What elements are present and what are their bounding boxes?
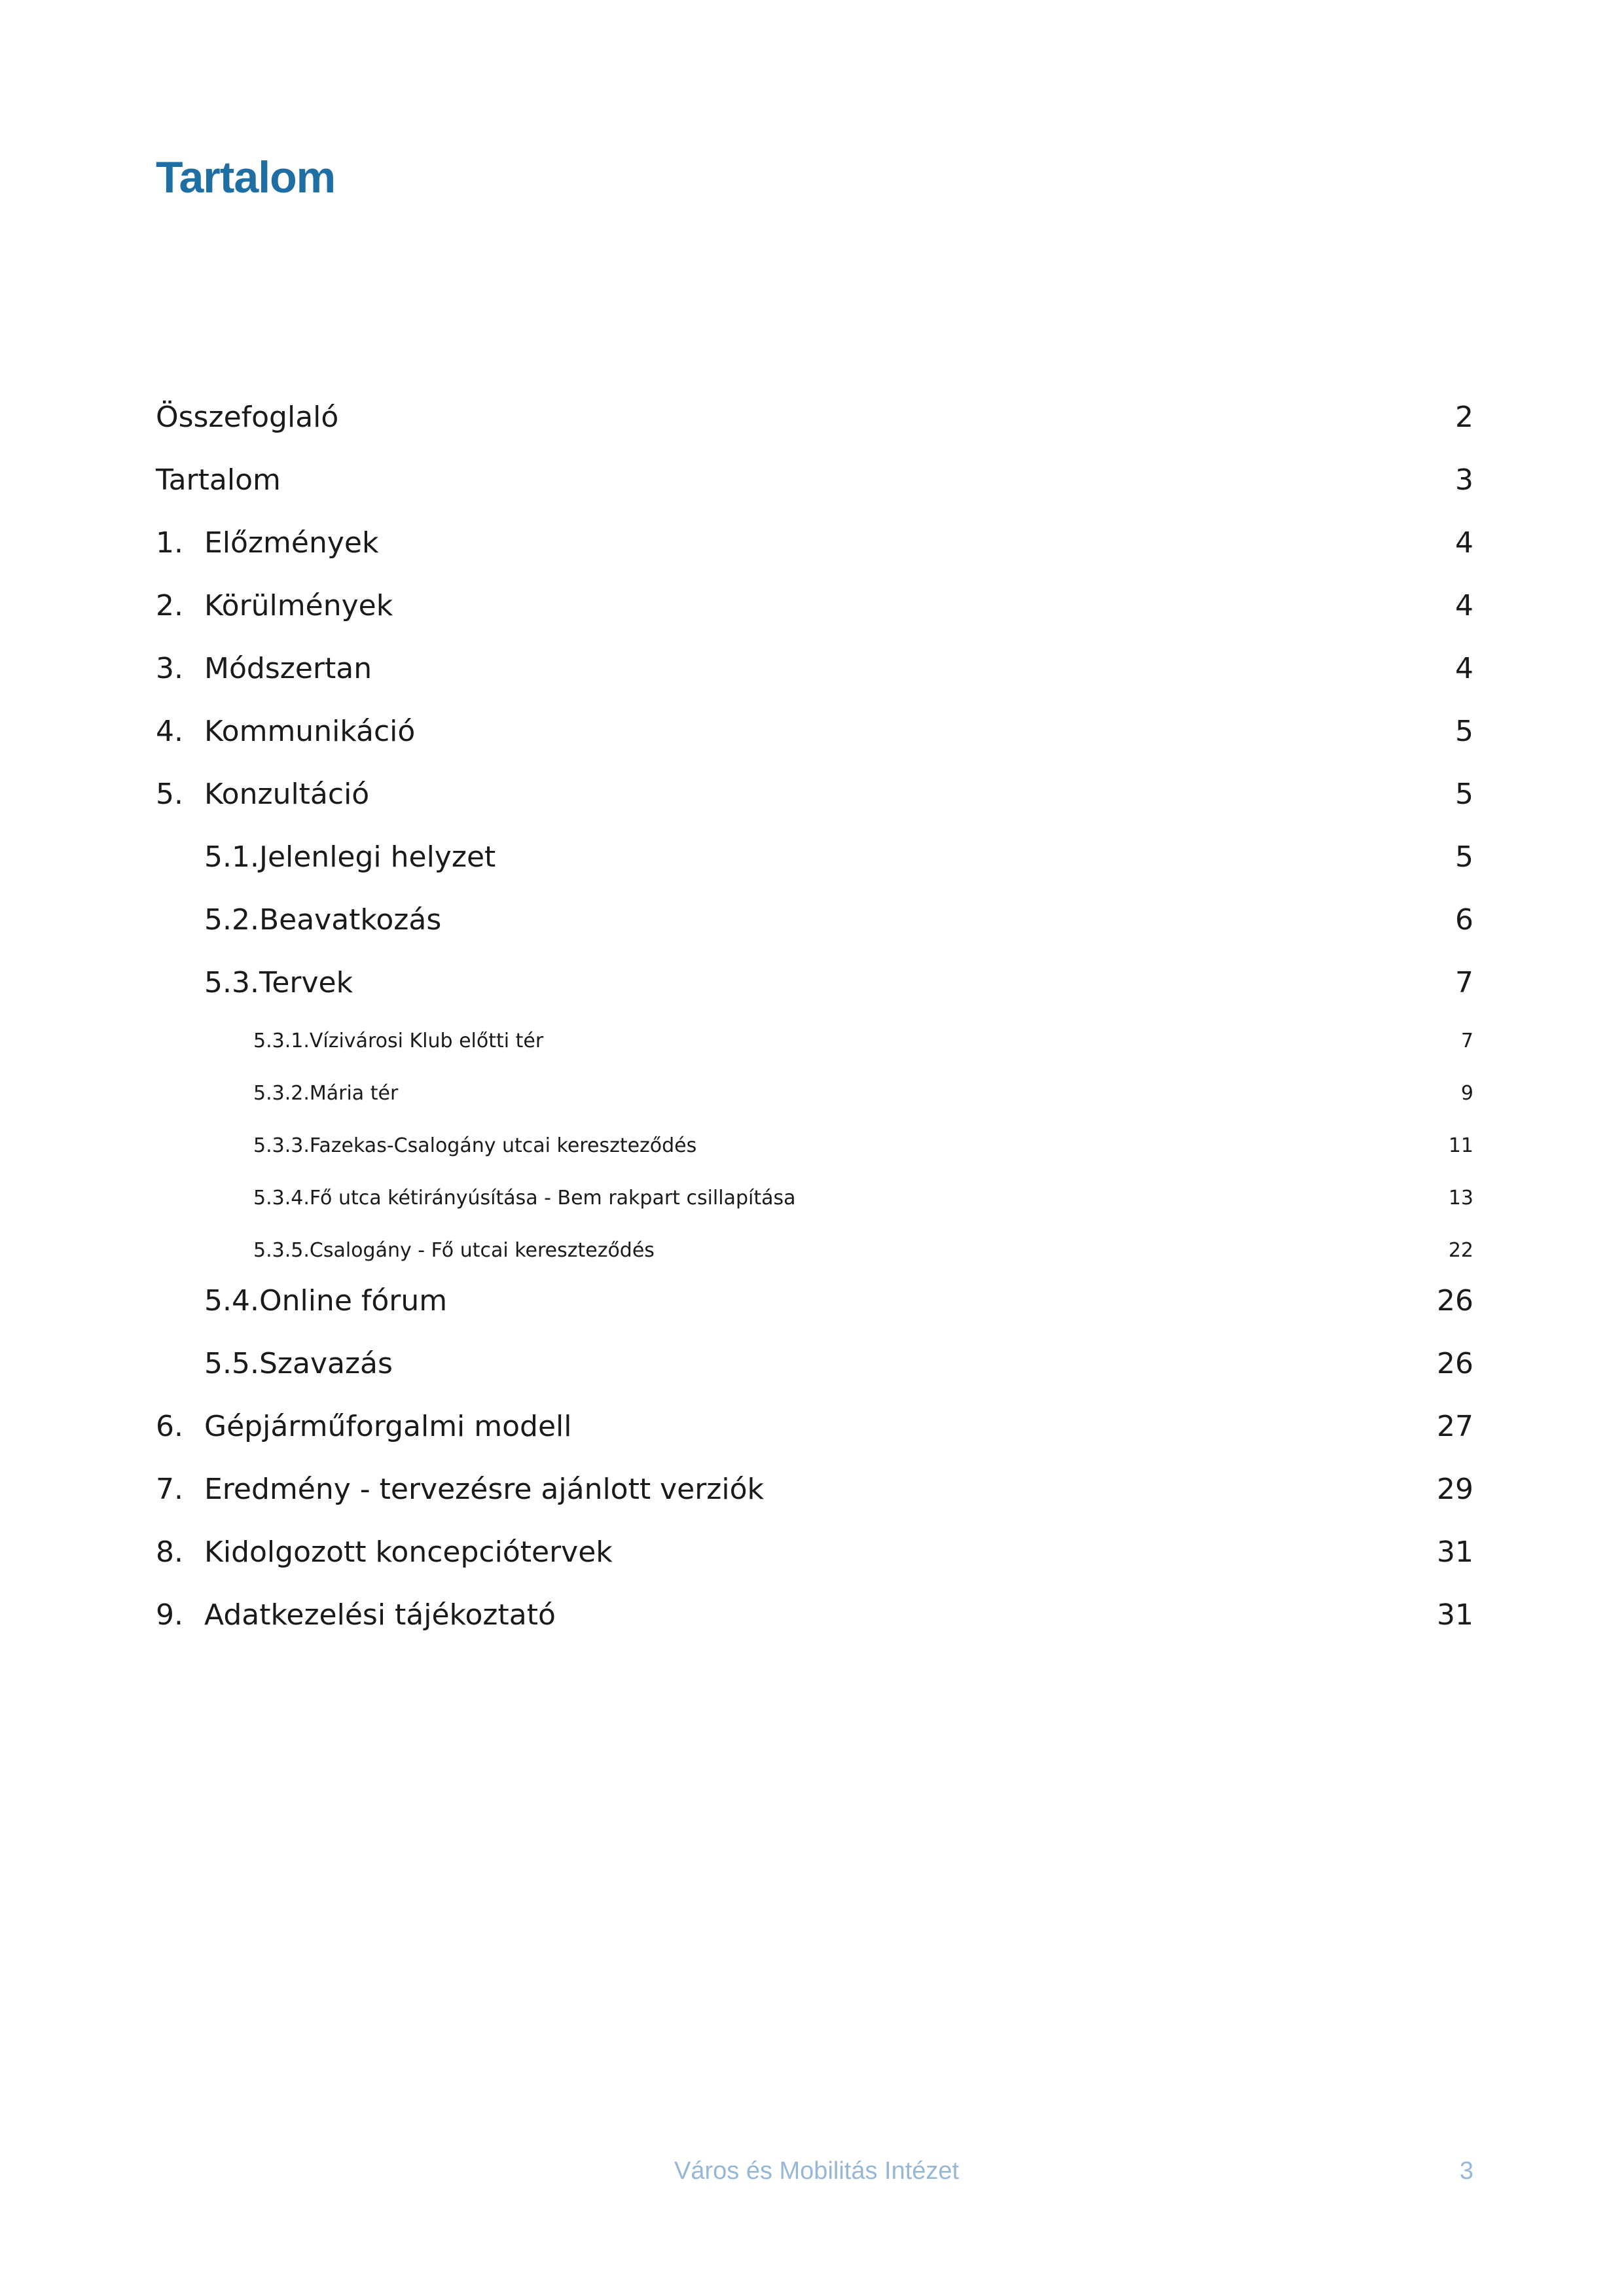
toc-entry-number: 4. bbox=[156, 715, 183, 748]
toc-entry-title: 5.3.4.Fő utca kétirányúsítása - Bem rakpart csillapítása bbox=[253, 1187, 796, 1210]
toc-entry-page: 7 bbox=[1460, 1030, 1473, 1052]
toc-entry-page: 27 bbox=[1437, 1410, 1473, 1443]
toc-entry-page: 22 bbox=[1448, 1239, 1473, 1262]
toc-entry-title: Konzultáció bbox=[204, 778, 370, 811]
footer-organization: Város és Mobilitás Intézet bbox=[674, 2157, 960, 2185]
toc-entry-title: Adatkezelési tájékoztató bbox=[204, 1598, 556, 1632]
toc-entry-page: 5 bbox=[1455, 715, 1473, 748]
toc-entry-title: Körülmények bbox=[204, 589, 393, 622]
toc-entry-number: 8. bbox=[156, 1535, 183, 1569]
toc-entry-title: 5.4.Online fórum bbox=[204, 1284, 448, 1318]
toc-entry-number: 3. bbox=[156, 652, 183, 685]
footer-page-number: 3 bbox=[1459, 2157, 1473, 2185]
toc-entry-number: 7. bbox=[156, 1473, 183, 1506]
toc-entry-number: 2. bbox=[156, 589, 183, 622]
toc-entry-title: Előzmények bbox=[204, 526, 379, 560]
toc-entry-page: 31 bbox=[1437, 1598, 1473, 1632]
toc-entry-title: 5.2.Beavatkozás bbox=[204, 903, 442, 937]
toc-entry-page: 5 bbox=[1455, 778, 1473, 811]
toc-entry-title: 5.1.Jelenlegi helyzet bbox=[204, 840, 496, 874]
toc-entry-page: 26 bbox=[1437, 1347, 1473, 1380]
toc-entry-title: Gépjárműforgalmi modell bbox=[204, 1410, 572, 1443]
page-title: Tartalom bbox=[156, 152, 336, 202]
toc-entry-title: Összefoglaló bbox=[156, 401, 339, 434]
toc-entry-page: 13 bbox=[1448, 1187, 1473, 1210]
toc-entry-page: 26 bbox=[1437, 1284, 1473, 1318]
toc-entry-page: 9 bbox=[1460, 1082, 1473, 1105]
toc-entry-page: 5 bbox=[1455, 840, 1473, 874]
toc-entry-page: 31 bbox=[1437, 1535, 1473, 1569]
toc-entry-page: 29 bbox=[1437, 1473, 1473, 1506]
toc-entry-page: 2 bbox=[1455, 401, 1473, 434]
toc-entry-page: 3 bbox=[1455, 463, 1473, 497]
toc-entry-number: 9. bbox=[156, 1598, 183, 1632]
toc-entry-title: Módszertan bbox=[204, 652, 372, 685]
toc-entry-title: 5.3.3.Fazekas-Csalogány utcai kereszteződés bbox=[253, 1134, 697, 1157]
toc-entry-number: 5. bbox=[156, 778, 183, 811]
toc-entry-page: 4 bbox=[1455, 589, 1473, 622]
toc-entry-page: 4 bbox=[1455, 526, 1473, 560]
toc-entry-page: 6 bbox=[1455, 903, 1473, 937]
toc-entry-title: 5.3.Tervek bbox=[204, 966, 353, 999]
toc-entry-title: Eredmény - tervezésre ajánlott verziók bbox=[204, 1473, 765, 1506]
toc-entry-page: 7 bbox=[1455, 966, 1473, 999]
toc-entry-number: 6. bbox=[156, 1410, 183, 1443]
toc-entry-page: 4 bbox=[1455, 652, 1473, 685]
toc-entry-title: 5.3.1.Vízivárosi Klub előtti tér bbox=[253, 1030, 544, 1052]
toc-entry-page: 11 bbox=[1448, 1134, 1473, 1157]
toc-entry-title: Kidolgozott koncepciótervek bbox=[204, 1535, 613, 1569]
toc-entry-title: 5.5.Szavazás bbox=[204, 1347, 393, 1380]
toc-entry-title: Kommunikáció bbox=[204, 715, 416, 748]
toc-entry-title: Tartalom bbox=[156, 463, 281, 497]
toc-entry-number: 1. bbox=[156, 526, 183, 560]
toc-entry-title: 5.3.2.Mária tér bbox=[253, 1082, 399, 1105]
toc-entry-title: 5.3.5.Csalogány - Fő utcai kereszteződés bbox=[253, 1239, 655, 1262]
